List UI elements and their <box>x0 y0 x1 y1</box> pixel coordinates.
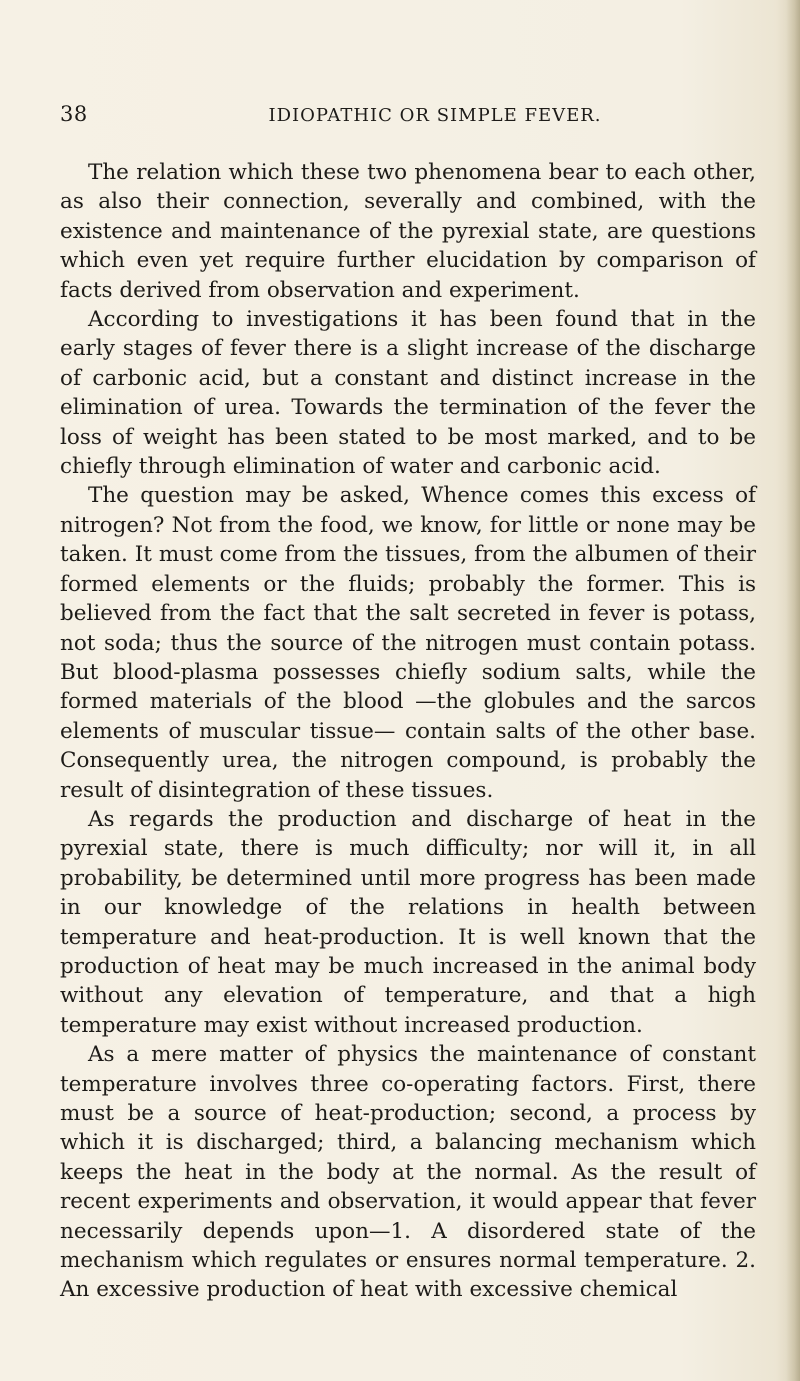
paragraph: As a mere matter of physics the maintenance of constant temperature involves three co-operating factors. First, there must be a source of heat-production; second, a process by which it is discharged; third, a balancing mechanism which keeps the heat in the body at the normal. As the result of recent experiments and observation, it would appear that fever necessarily depends upon—1. A disordered state of the mechanism which regulates or ensures normal temperature. 2. An excessive production of heat with excessive chemical <box>60 1042 756 1303</box>
paragraph: The question may be asked, Whence comes this excess of nitrogen? Not from the food, we know, for little or none may be taken. It must come from the tissues, from the albumen of their formed elements or the fluids; probably the former. This is believed from the fact that the salt secreted in fever is potass, not soda; thus the source of the nitrogen must contain potass. But blood-plasma possesses chiefly sodium salts, while the formed materials of the blood —the globules and the sarcos elements of muscular tissue— contain salts of the other base. Consequently urea, the nitrogen compound, is probably the result of disintegration of these tissues. <box>60 483 756 803</box>
running-head: IDIOPATHIC OR SIMPLE FEVER. <box>268 105 602 126</box>
page-number: 38 <box>60 102 88 126</box>
paragraph: According to investigations it has been found that in the early stages of fever there is a slight increase of the discharge of carbonic acid, but a constant and distinct increase in the elimination of urea. Towards the termination of the fever the loss of weight has been stated to be most marked, and to be chiefly through elimination of water and carbonic acid. <box>60 307 756 480</box>
paragraph: The relation which these two phenomena bear to each other, as also their connection, severally and combined, with the existence and maintenance of the pyrexial state, are questions which even yet require further elucidation by comparison of facts derived from observation and experiment. <box>60 160 756 303</box>
page-header <box>60 102 750 132</box>
paragraph: As regards the production and discharge of heat in the pyrexial state, there is much difficulty; nor will it, in all probability, be determined until more progress has been made in our knowledge of the relations in health between temperature and heat-production. It is well known that the production of heat may be much increased in the animal body without any elevation of temperature, and that a high temperature may exist without increased production. <box>60 806 756 1038</box>
page-edge-shadow <box>786 0 800 1381</box>
body-text <box>60 158 756 1305</box>
